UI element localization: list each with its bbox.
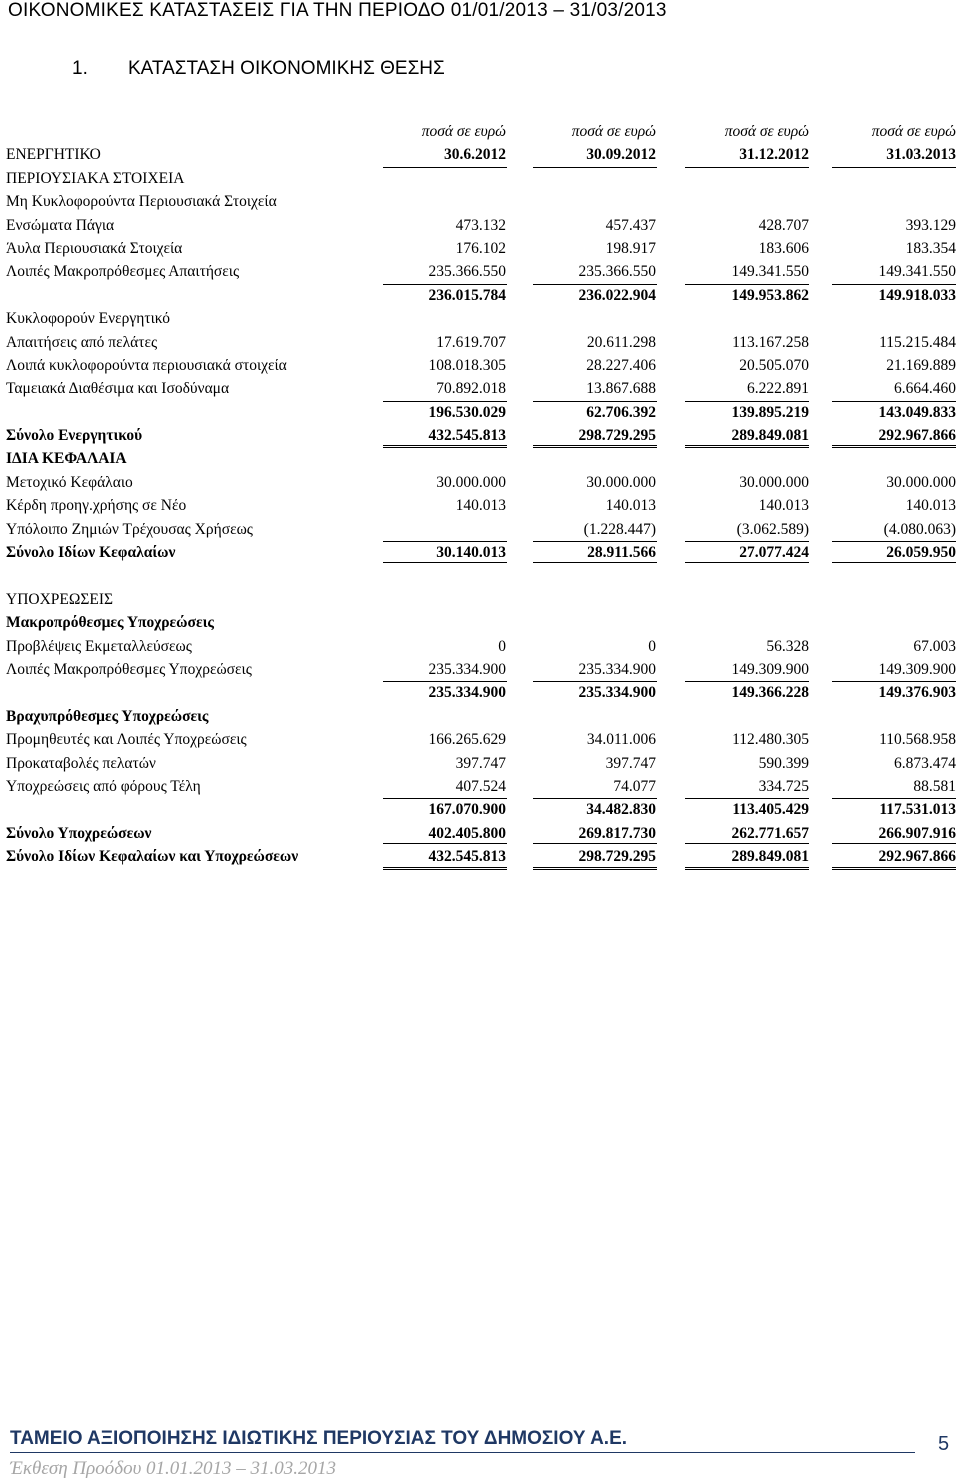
cell: 289.849.081 [731,427,809,445]
cell: 70.892.018 [436,380,506,398]
liabilities-heading: ΥΠΟΧΡΕΩΣΕΙΣ [6,590,114,608]
unit-label: ποσά σε ευρώ [871,123,956,140]
row-label: Απαιτήσεις από πελάτες [6,333,158,351]
cell: 166.265.629 [428,731,506,749]
cell: 143.049.833 [878,403,956,421]
table-row [0,260,960,283]
cell: 110.568.958 [879,731,956,749]
cell: 183.354 [905,239,956,257]
cell: 113.405.429 [732,801,809,819]
row-label: Λοιπές Μακροπρόθεσμες Απαιτήσεις [6,263,240,281]
cell: 235.334.900 [578,684,656,702]
fixed-heading: ΠΕΡΙΟΥΣΙΑΚΑ ΣΤΟΙΧΕΙΑ [6,169,185,187]
cell: 30.000.000 [739,473,809,491]
cell: 397.747 [455,754,506,772]
cell: 176.102 [455,239,506,257]
footer-report-title: Έκθεση Προόδου 01.01.2013 – 31.03.2013 [10,1458,337,1479]
cell: 292.967.866 [878,427,956,445]
cell: 198.917 [605,239,656,257]
cell: 30.000.000 [586,473,656,491]
cell: 269.817.730 [578,824,656,842]
grand-total-row [0,845,960,868]
row-label: Άυλα Περιουσιακά Στοιχεία [6,239,183,257]
section-heading [72,58,445,80]
cell: 20.505.070 [739,356,809,374]
cell: 196.530.029 [428,403,506,421]
unit-label: ποσά σε ευρώ [421,123,506,140]
cell: 113.167.258 [732,333,809,351]
cell: 0 [648,637,656,655]
long-term-heading: Μακροπρόθεσμες Υποχρεώσεις [6,614,214,632]
row-label: Μετοχικό Κεφάλαιο [6,473,133,491]
cell: 149.309.900 [731,660,809,678]
cell: 6.873.474 [894,754,956,772]
subtotal-row [0,284,960,307]
cell: 115.215.484 [879,333,956,351]
row-label: Προμηθευτές και Λοιπές Υποχρεώσεις [6,731,247,749]
date-col: 31.12.2012 [739,146,809,164]
cell: 140.013 [455,497,506,515]
table-row [0,775,960,798]
cell: 149.341.550 [731,263,809,281]
cell: 183.606 [758,239,809,257]
equity-heading: ΙΔΙΑ ΚΕΦΑΛΑΙΑ [6,450,127,468]
cell: 88.581 [913,777,956,795]
cell: 428.707 [758,216,809,234]
cell: (3.062.589) [736,520,809,538]
unit-label: ποσά σε ευρώ [724,123,809,140]
cell: 74.077 [613,777,656,795]
short-term-heading: Βραχυπρόθεσμες Υποχρεώσεις [6,707,209,725]
cell: 457.437 [605,216,656,234]
cell: 30.140.013 [436,544,506,562]
cell: 139.895.219 [731,403,809,421]
date-header-row [0,143,960,166]
row-label: Ταμειακά Διαθέσιμα και Ισοδύναμα [6,380,230,398]
total-row [0,424,960,447]
row-label: Λοιπά κυκλοφορούντα περιουσιακά στοιχεία [6,356,287,374]
date-col: 30.09.2012 [586,146,656,164]
cell: 34.482.830 [586,801,656,819]
cell: 235.334.900 [578,660,656,678]
cell: 262.771.657 [731,824,809,842]
cell: 235.366.550 [578,263,656,281]
cell: 28.911.566 [587,544,656,562]
cell: 235.334.900 [428,684,506,702]
cell: 26.059.950 [886,544,956,562]
subtotal-row [0,681,960,704]
page-title: ΟΙΚΟΝΟΜΙΚΕΣ ΚΑΤΑΣΤΑΣΕΙΣ ΓΙΑ ΤΗΝ ΠΕΡΙΟΔΟ 01/01/2013 – 31/03/2013 [8,0,667,21]
row-label: Ενσώματα Πάγια [6,216,115,234]
cell: 108.018.305 [428,356,506,374]
cell: 167.070.900 [428,801,506,819]
cell: 407.524 [455,777,506,795]
row-label: Υποχρεώσεις από φόρους Τέλη [6,777,201,795]
cell: 149.309.900 [878,660,956,678]
table-row [0,354,960,377]
unit-header-row [0,120,960,143]
assets-heading: ΕΝΕΡΓΗΤΙΚΟ [6,146,101,164]
unit-label: ποσά σε ευρώ [571,123,656,140]
table-row [0,471,960,494]
row-label: Κέρδη προηγ.χρήσης σε Νέο [6,497,187,515]
cell: 21.169.889 [886,356,956,374]
row-label: Λοιπές Μακροπρόθεσμες Υποχρεώσεις [6,660,252,678]
total-row [0,541,960,564]
cell: 298.729.295 [578,427,656,445]
row-label: Προκαταβολές πελατών [6,754,156,772]
table-row [0,728,960,751]
cell: 6.222.891 [747,380,809,398]
table-row [0,518,960,541]
total-row [0,822,960,845]
cell: 28.227.406 [586,356,656,374]
table-row [0,237,960,260]
cell: 235.334.900 [428,660,506,678]
cell: 6.664.460 [894,380,956,398]
table-row [0,658,960,681]
cell: 397.747 [605,754,656,772]
cell: 117.531.013 [879,801,956,819]
row-label: Σύνολο Ενεργητικού [6,427,143,445]
cell: 112.480.305 [732,731,809,749]
cell: 432.545.813 [428,427,506,445]
section-number: 1. [72,58,88,79]
table-row [0,214,960,237]
cell: 236.022.904 [578,286,656,304]
subtotal-row [0,798,960,821]
cell: 393.129 [905,216,956,234]
cell: 266.907.916 [878,824,956,842]
table-row [0,635,960,658]
cell: 149.341.550 [878,263,956,281]
cell: 334.725 [758,777,809,795]
cell: 149.376.903 [878,684,956,702]
table-row [0,377,960,400]
cell: 149.366.228 [731,684,809,702]
cell: 30.000.000 [436,473,506,491]
cell: 149.918.033 [878,286,956,304]
cell: 473.132 [455,216,506,234]
table-row [0,331,960,354]
row-label: Σύνολο Ιδίων Κεφαλαίων [6,544,176,562]
row-label: Σύνολο Υποχρεώσεων [6,824,152,842]
cell: 140.013 [758,497,809,515]
date-col: 30.6.2012 [444,146,506,164]
date-col: 31.03.2013 [886,146,956,164]
cell: 298.729.295 [578,848,656,866]
cell: 590.399 [758,754,809,772]
cell: 27.077.424 [739,544,809,562]
cell: 20.611.298 [586,333,656,351]
cell: 140.013 [605,497,656,515]
cell: 289.849.081 [731,848,809,866]
cell: 432.545.813 [428,848,506,866]
footer-rule [10,1452,915,1453]
cell: 13.867.688 [586,380,656,398]
cell: 402.405.800 [428,824,506,842]
section-title: ΚΑΤΑΣΤΑΣΗ ΟΙΚΟΝΟΜΙΚΗΣ ΘΕΣΗΣ [128,58,445,79]
balance-sheet [0,120,960,869]
row-label: Σύνολο Ιδίων Κεφαλαίων και Υποχρεώσεων [6,848,299,866]
row-label: Προβλέψεις Εκμεταλλεύσεως [6,637,192,655]
page-number: 5 [938,1433,950,1455]
cell: 56.328 [766,637,809,655]
cell: 34.011.006 [586,731,656,749]
cell: 62.706.392 [586,403,656,421]
row-label: Υπόλοιπο Ζημιών Τρέχουσας Χρήσεως [6,520,253,538]
subtotal-row [0,401,960,424]
cell: (1.228.447) [583,520,656,538]
table-row [0,494,960,517]
cell: 67.003 [913,637,956,655]
cell: 149.953.862 [731,286,809,304]
cell: 236.015.784 [428,286,506,304]
noncurrent-heading: Μη Κυκλοφορούντα Περιουσιακά Στοιχεία [6,193,277,211]
cell: 292.967.866 [878,848,956,866]
table-row [0,752,960,775]
cell: (4.080.063) [883,520,956,538]
footer-organization: ΤΑΜΕΙΟ ΑΞΙΟΠΟΙΗΣΗΣ ΙΔΙΩΤΙΚΗΣ ΠΕΡΙΟΥΣΙΑΣ ΤΟΥ ΔΗΜΟΣΙΟΥ Α.Ε. [10,1428,628,1449]
cell: 30.000.000 [886,473,956,491]
current-heading: Κυκλοφορούν Ενεργητικό [6,310,170,328]
cell: 140.013 [905,497,956,515]
cell: 235.366.550 [428,263,506,281]
cell: 17.619.707 [436,333,506,351]
cell: 0 [498,637,506,655]
